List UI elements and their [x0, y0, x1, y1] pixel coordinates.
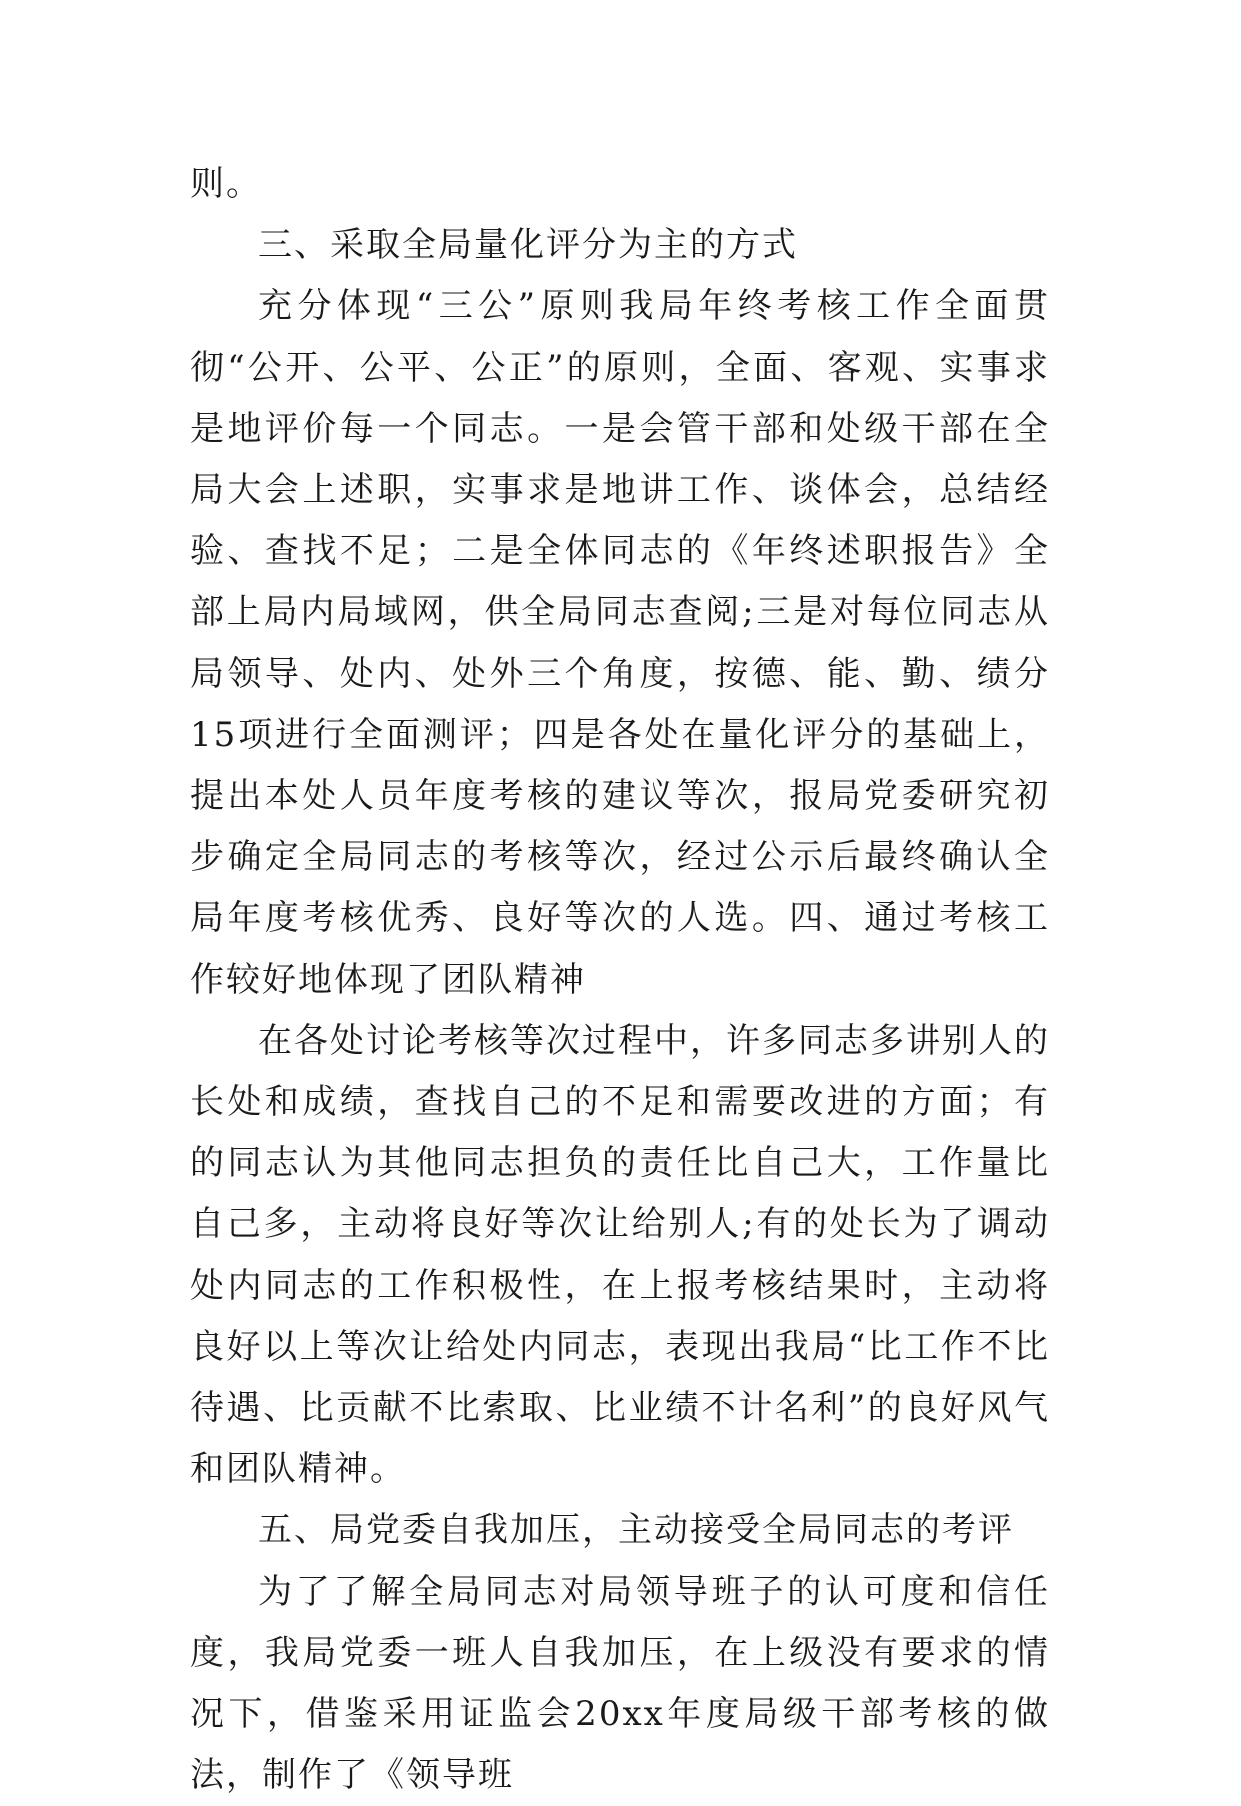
section-heading-3: 三、采取全局量化评分为主的方式 — [258, 225, 798, 266]
body-paragraph: 充分体现“三公”原则我局年终考核工作全面贯彻“公开、公平、公正”的原则，全面、客观、实事求是地评价每一个同志。一是会管干部和处级干部在全局大会上述职，实事求是地讲工作、谈体会，总结经验、查找不足；二是全体同志的《年终述职报告》全部上局内局域网，供全局同志查阅;三是对每位同志从局领导、处内、处外三个角度，按德、能、勤、绩分15项进行全面测评；四是各处在量化评分的基础上，提出本处人员年度考核的建议等次，报局党委研究初步确定全局同志的考核等次，经过公示后最终确认全局年度考核优秀、良好等次的人选。四、通过考核工作较好地体现了团队精神 — [190, 286, 1050, 1000]
document-body — [190, 154, 1050, 1806]
paragraph-continuation: 则。 — [190, 164, 262, 204]
body-paragraph: 为了了解全局同志对局领导班子的认可度和信任度，我局党委一班人自我加压，在上级没有要求的情况下，借鉴采用证监会20xx年度局级干部考核的做法，制作了《领导班 — [190, 1571, 1050, 1796]
section-heading-5: 五、局党委自我加压，主动接受全局同志的考评 — [258, 1510, 1014, 1551]
body-paragraph: 在各处讨论考核等次过程中，许多同志多讲别人的长处和成绩，查找自己的不足和需要改进的方面；有的同志认为其他同志担负的责任比自己大，工作量比自己多，主动将良好等次让给别人;有的处长为了调动处内同志的工作积极性，在上报考核结果时，主动将良好以上等次让给处内同志，表现出我局“比工作不比待遇、比贡献不比索取、比业绩不计名利”的良好风气和团队精神。 — [190, 1020, 1050, 1490]
